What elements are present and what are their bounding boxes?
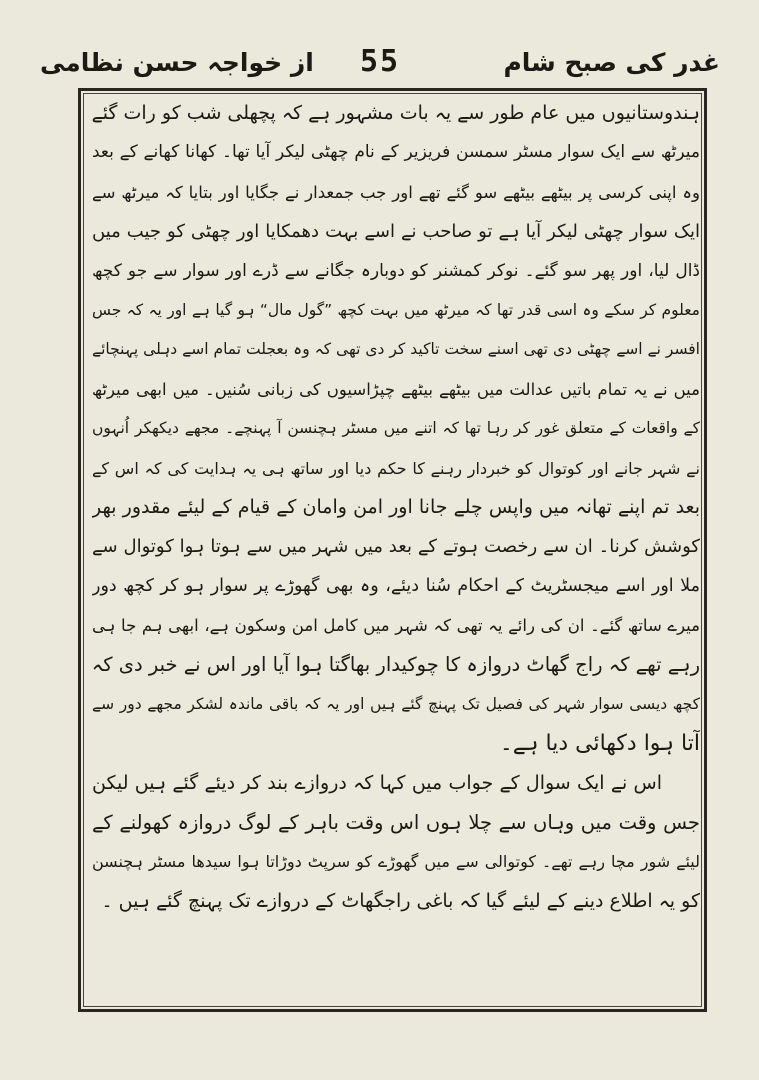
text-line: کچھ دیسی سوار شہر کی فصیل تک پہنچ گئے ہیں اور یہ کہ باقی ماندہ لشکر مجھے دور سے (92, 694, 700, 713)
text-line: میرٹھ سے ایک سوار مسٹر سمسن فریزیر کے نام چھٹی لیکر آیا تھا۔ کھانا کھانے کے بعد (92, 142, 700, 163)
text-line: ایک سوار چھٹی لیکر آیا ہے تو صاحب نے اسے بہت دھمکایا اور چھٹی کو جیب میں (92, 221, 700, 243)
text-line: آتا ہوا دکھائی دیا ہے۔ (499, 731, 700, 757)
text-line: وہ اپنی کرسی پر بیٹھے بیٹھے سو گئے تھے اور جب جمعدار نے جگایا اور بتایا کہ میرٹھ سے (92, 182, 700, 202)
text-line: لیئے شور مچا رہے تھے۔ کوتوالی سے میں گھوڑے کو سرپٹ دوڑاتا ہوا سیدھا مسٹر ہچنسن (92, 852, 700, 872)
text-line: بعد تم اپنے تھانہ میں واپس چلے جانا اور امن وامان کے قیام کے لیئے مقدور بھر (92, 495, 700, 518)
text-line: نے شہر جانے اور کوتوال کو خبردار رہنے کا حکم دیا اور ساتھ ہی یہ ہدایت کی کہ اس کے (92, 458, 700, 478)
running-head-author: از خواجہ حسن نظامی (40, 48, 314, 77)
text-line: میرے ساتھ گئے۔ ان کی رائے یہ تھی کہ شہر میں کامل امن وسکون ہے، ابھی ہم جا ہی (92, 616, 700, 636)
text-line: معلوم کر سکے وہ اسی قدر تھا کہ میرٹھ میں بہت کچھ ”گول مال“ ہو گیا ہے اور یہ کہ جس (92, 300, 700, 319)
text-line: کو یہ اطلاع دینے کے لیئے گیا کہ باغی راجگھاٹ کے دروازے تک پہنچ گئے ہیں ۔ (101, 889, 700, 912)
body-text (92, 94, 700, 921)
running-head-title: غدر کی صبح شام (503, 48, 720, 77)
text-line: ملا اور اسے میجسٹریٹ کے احکام سُنا دیئے، وہ بھی گھوڑے پر سوار ہو کر کچھ دور (92, 575, 700, 596)
text-line: جس وقت میں وہاں سے چلا ہوں اس وقت باہر کے لوگ دروازہ کھولنے کے (92, 811, 700, 835)
text-line: ہندوستانیوں میں عام طور سے یہ بات مشہور ہے کہ پچھلی شب کو رات گئے (92, 102, 700, 124)
page-number: 55 (359, 44, 401, 79)
text-line: افسر نے اسے چھٹی دی تھی اسنے سخت تاکید کر دی تھی کہ وہ بعجلت تمام اسے دہلی پہنچائے (92, 340, 700, 359)
text-line: کوشش کرنا۔ ان سے رخصت ہوتے کے بعد میں شہر میں سے ہوتا ہوا کوتوال سے (92, 536, 700, 558)
page-header (40, 44, 720, 88)
text-line: اس نے ایک سوال کے جواب میں کہا کہ دروازے بند کر دیئے گئے ہیں لیکن (92, 771, 662, 794)
text-line: ڈال لیا، اور پھر سو گئے۔ نوکر کمشنر کو دوبارہ جگانے سے ڈرے اور سوار سے جو کچھ (92, 260, 700, 281)
text-line: کے واقعات کے متعلق غور کر رہا تھا کہ اتنے میں مسٹر ہچنسن آ پہنچے۔ مجھے دیکھکر اُنہوں (92, 419, 700, 438)
text-line: رہے تھے کہ راج گھاٹ دروازہ کا چوکیدار بھاگتا ہوا آیا اور اس نے خبر دی کہ (92, 653, 700, 677)
text-line: میں نے یہ تمام باتیں عدالت میں بیٹھے بیٹھے چپڑاسیوں کی زبانی سُنیں۔ میں ابھی میرٹھ (92, 379, 700, 399)
